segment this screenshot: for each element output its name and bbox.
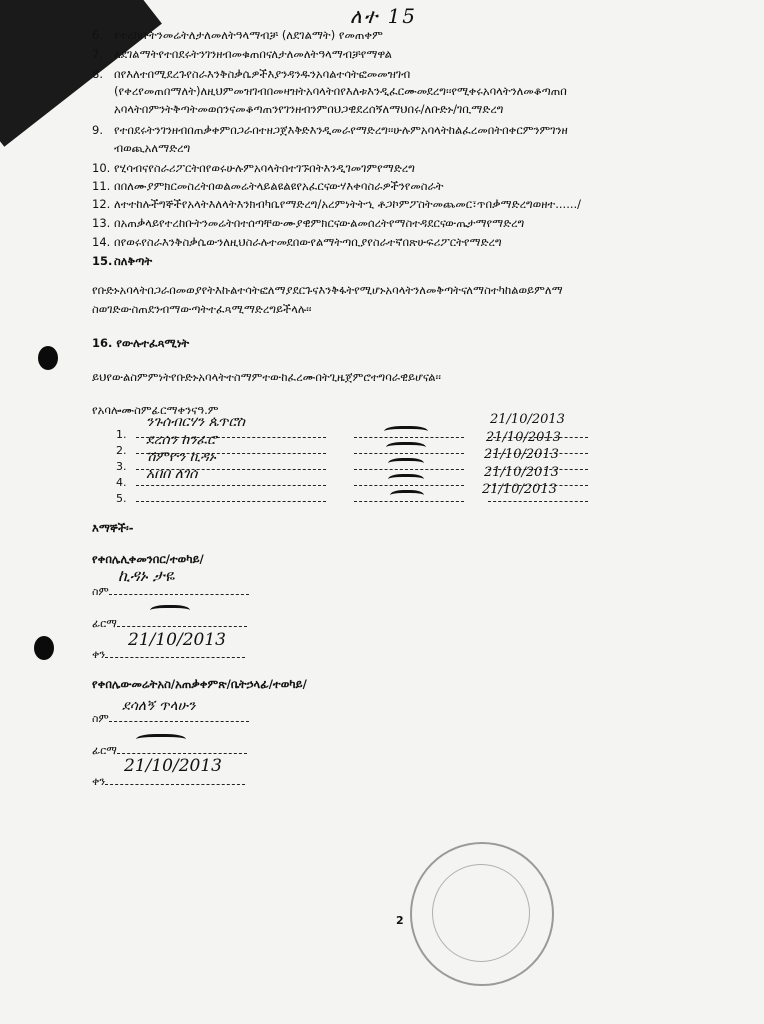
signature-scribble (386, 442, 426, 455)
list-item: 8. በየእለተበሚደረጉየስራእንቅስቃሴዎችእያንዳንዱንአባልተሳትፎመመዝገብ (92, 67, 411, 81)
list-item: 7. ለደገልማትየተበደሩትንገንዘብመቁጠበናለታለመለትዓላማብቻየማዋል (92, 47, 392, 61)
list-item-continuation: (የቀረየመጠበማለት)ለዚህምመዝገብበመዛዝትአባላትበየእለቱእንዲፈርሙመደረግ፡፡የሚቀሩአባላትንለመቆጣጠበ (114, 84, 567, 98)
receiver-name-field: ስም (92, 585, 249, 599)
handwritten-title: ለተ 15 (350, 4, 418, 28)
receiver-name-handwritten: ኪዳኑ ታዬ (118, 566, 175, 585)
list-item: 11. በበለሙያምክርመስረትበወልመሬትላይልዩልዩየአፈርናውሃእቀባስራዎችንየመስራት (92, 179, 444, 193)
expert-signature-scribble (136, 734, 186, 747)
signer-row: 5. (116, 492, 588, 505)
expert-date-field: ቀን (92, 775, 245, 789)
list-item: 9. የተበደሩትንገንዘብበጠቃቀምበጋራበተዘጋጀእቅድእንዲመራየማድረግ፡፡ሁሉምአባላትከልፈረመበትበቀርምንምገንዘ (92, 123, 568, 137)
receiver-signature-scribble (150, 605, 190, 618)
punch-hole-top (38, 346, 58, 370)
expert-title: የቀበሌውመሬትአስ/አጠቃቀምጽ/ቤትኃላፊ/ተወካይ/ (92, 677, 307, 691)
signer-row: 1. (116, 428, 588, 441)
section-16-title: 16. የውሉተፈጻሚነት (92, 336, 190, 350)
signers-heading: የአባሎሙስምፊርማቀንናዓ.ም (92, 403, 219, 417)
signer-date: 21/10/2013 (482, 482, 557, 497)
signature-scribble (388, 474, 424, 487)
penalty-paragraph-line-1: የቡድኑአባላትበጋራበመወያየትእኩልተሳትፎለማያደርጉናእንቅፋትየሚሆኑአባላትንለመቅጣትናለማስተካከልወይምለማ (92, 283, 563, 297)
expert-signature-field: ፊርማ (92, 744, 247, 758)
signer-date: 21/10/2013 (484, 465, 559, 480)
signature-scribble (384, 426, 428, 439)
official-stamp (410, 842, 554, 986)
receiver-date-handwritten: 21/10/2013 (128, 630, 226, 650)
signer-date: 21/10/2013 (486, 430, 561, 445)
penalty-paragraph-line-2: ስወገድውስጠደንብማውጣትተፈጻሚማድረግይችላሉ፡፡ (92, 302, 312, 316)
page-number: 2 (396, 914, 404, 927)
signer-name: ደረሰን ከንፈሮ (146, 432, 217, 448)
signature-scribble (390, 490, 424, 503)
list-item: 6. የተረከቡትንመሬትለታለመለትዓላማብቻ (ለደገልማት) የመጠቀም (92, 28, 383, 42)
signer-row: 2. (116, 444, 588, 457)
signer-name: አበበ ለገሰ (146, 466, 198, 482)
list-item: 13. በአጠቃላይየተረከቡትንመሬትበተሰጣቸውሙያዊምክርናውልመሰረትየማስተዳደርናውጤታማየማድረግ (92, 216, 525, 230)
receiver-date-field: ቀን (92, 648, 245, 662)
signer-name: ንጉሰብርሃን ጴጥሮስ (146, 414, 246, 430)
expert-name-handwritten: ደሳለኝ ጥላሁን (122, 698, 196, 714)
list-item: 14. በየወሩየስራእንቅስቃሴውንለዚህስራሉተመደበውየልማትጣቢያየስራተኛበጽሁፍሪፖርትየማድረግ (92, 235, 502, 249)
list-item: 12. ለተተከሉችግኞችየአላትእለላትእንክብካቤየማድረግ/አረምነትትኂ ቶጋኮምፖስትመጨመር፣ጥበቃማድረግወዘተ....../ (92, 197, 582, 211)
receiver-title: የቀበሌሊቀመንበር/ተወካይ/ (92, 552, 204, 566)
list-item-continuation: አባላትበምንትቅጣትመወሰንናመቆጣጠንየገንዘብንምበህጋዊደረሰኝለማህበሩ/ለቡድኑ/ገቢማድረግ (114, 102, 504, 116)
list-item: 15. ስለቅጣት (92, 254, 153, 268)
expert-date-handwritten: 21/10/2013 (124, 756, 222, 776)
list-item-continuation: ብወጪአለማድረግ (114, 141, 191, 155)
signer-date: 21/10/2013 (484, 447, 559, 462)
witnesses-label: እማኞች፡- (92, 521, 134, 535)
signer-name: ሽምዮን ኪዳኑ (146, 449, 216, 465)
signature-scribble (388, 458, 424, 471)
punch-hole-bottom (34, 636, 54, 660)
section-16-text: ይህየውልስምምነትየቡድኑአባላትተስማምተውከፈረሙበትጊዜጀምሮተግባራዊይሆናል፡፡ (92, 370, 441, 384)
receiver-signature-field: ፊርማ (92, 617, 247, 631)
expert-name-field: ስም (92, 712, 249, 726)
signer-row: 4. (116, 476, 588, 489)
list-item: 10. የሂሳብናየስራሪፖርትበየወሩሁሉምአባላትበተገኙበትእንዲገመገምየማድረግ (92, 161, 415, 175)
signer-date: 21/10/2013 (490, 412, 565, 427)
signer-row: 3. (116, 460, 588, 473)
